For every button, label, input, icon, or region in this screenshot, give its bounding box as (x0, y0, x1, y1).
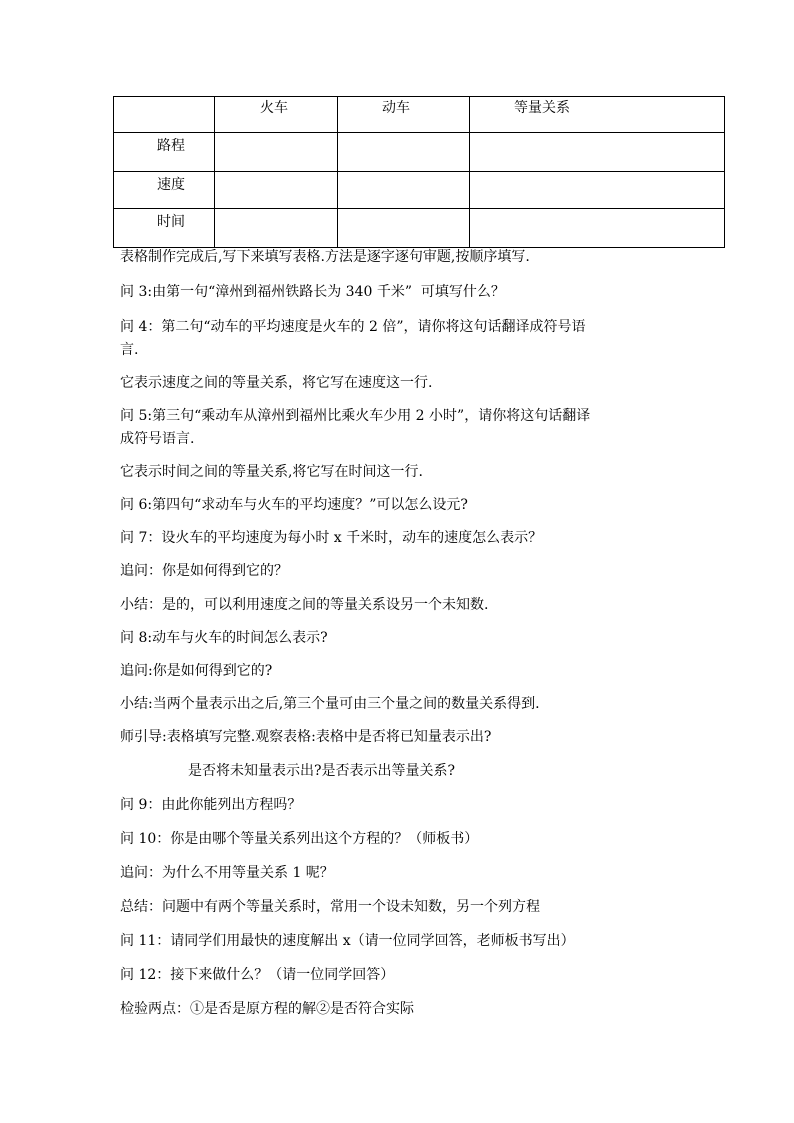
paragraph-line: 言. (120, 342, 139, 358)
paragraph-line: 表格制作完成后,写下来填写表格.方法是逐字逐句审题,按顺序填写. (120, 249, 530, 265)
paragraph-line: 问 9：由此你能列出方程吗？ (120, 797, 302, 813)
table-row-distance (114, 133, 725, 172)
paragraph-line: 小结：是的，可以利用速度之间的等量关系设另一个未知数. (120, 597, 489, 613)
paragraph-line: 问 11：请同学们用最快的速度解出 x（请一位同学回答，老师板书写出） (120, 933, 575, 949)
table-cell (338, 133, 470, 172)
table-cell (215, 133, 338, 172)
header-label-relation: 等量关系 (514, 100, 570, 116)
paragraph-line: 问 4：第二句“动车的平均速度是火车的 2 倍”，请你将这句话翻译成符号语 (120, 319, 586, 335)
paragraph-line: 师引导:表格填写完整.观察表格:表格中是否将已知量表示出? (120, 729, 492, 745)
table-cell (338, 172, 470, 209)
paragraph-line: 成符号语言. (120, 431, 195, 447)
row-label-cell (114, 209, 215, 248)
paragraph-line: 检验两点：①是否是原方程的解②是否符合实际 (120, 1001, 414, 1017)
table-header-row (114, 97, 725, 133)
table-cell (470, 209, 725, 248)
header-cell-train (215, 97, 338, 133)
paragraph-line: 问 6:第四句“求动车与火车的平均速度？”可以怎么设元? (120, 497, 468, 513)
data-table (113, 96, 725, 248)
header-cell-empty (114, 97, 215, 133)
paragraph-line: 它表示速度之间的等量关系，将它写在速度这一行. (120, 375, 433, 391)
paragraph-line: 问 12：接下来做什么？（请一位同学回答） (120, 967, 395, 983)
paragraph-line: 小结:当两个量表示出之后,第三个量可由三个量之间的数量关系得到. (120, 696, 540, 712)
row-label-time: 时间 (157, 214, 185, 230)
table-cell (215, 172, 338, 209)
row-label-speed: 速度 (157, 177, 185, 193)
paragraph-line: 追问：为什么不用等量关系 1 呢？ (120, 865, 334, 881)
row-label-distance: 路程 (157, 138, 185, 154)
table-cell (338, 209, 470, 248)
paragraph-line: 问 7：设火车的平均速度为每小时 x 千米时，动车的速度怎么表示？ (120, 530, 543, 546)
paragraph-line: 问 5:第三句“乘动车从漳州到福州比乘火车少用 2 小时”，请你将这句话翻译 (120, 408, 591, 424)
paragraph-line: 问 10：你是由哪个等量关系列出这个方程的？（师板书） (120, 831, 479, 847)
paragraph-line: 总结：问题中有两个等量关系时，常用一个设未知数，另一个列方程 (120, 899, 540, 915)
table-cell (215, 209, 338, 248)
header-label-train: 火车 (260, 100, 288, 116)
table-row-time (114, 209, 725, 248)
header-cell-relation (470, 97, 725, 133)
header-cell-bullet-train (338, 97, 470, 133)
row-label-cell (114, 133, 215, 172)
table-cell (470, 133, 725, 172)
paragraph-line: 是否将未知量表示出?是否表示出等量关系? (188, 763, 456, 779)
row-label-cell (114, 172, 215, 209)
table-cell (470, 172, 725, 209)
paragraph-line: 追问：你是如何得到它的？ (120, 563, 288, 579)
paragraph-line: 它表示时间之间的等量关系,将它写在时间这一行. (120, 464, 423, 480)
paragraph-line: 问 8:动车与火车的时间怎么表示? (120, 630, 328, 646)
table-row-speed (114, 172, 725, 209)
paragraph-line: 追问:你是如何得到它的? (120, 663, 273, 679)
header-label-bullet-train: 动车 (382, 100, 410, 116)
paragraph-line: 问 3:由第一句“漳州到福州铁路长为 340 千米” 可填写什么？ (120, 284, 505, 300)
